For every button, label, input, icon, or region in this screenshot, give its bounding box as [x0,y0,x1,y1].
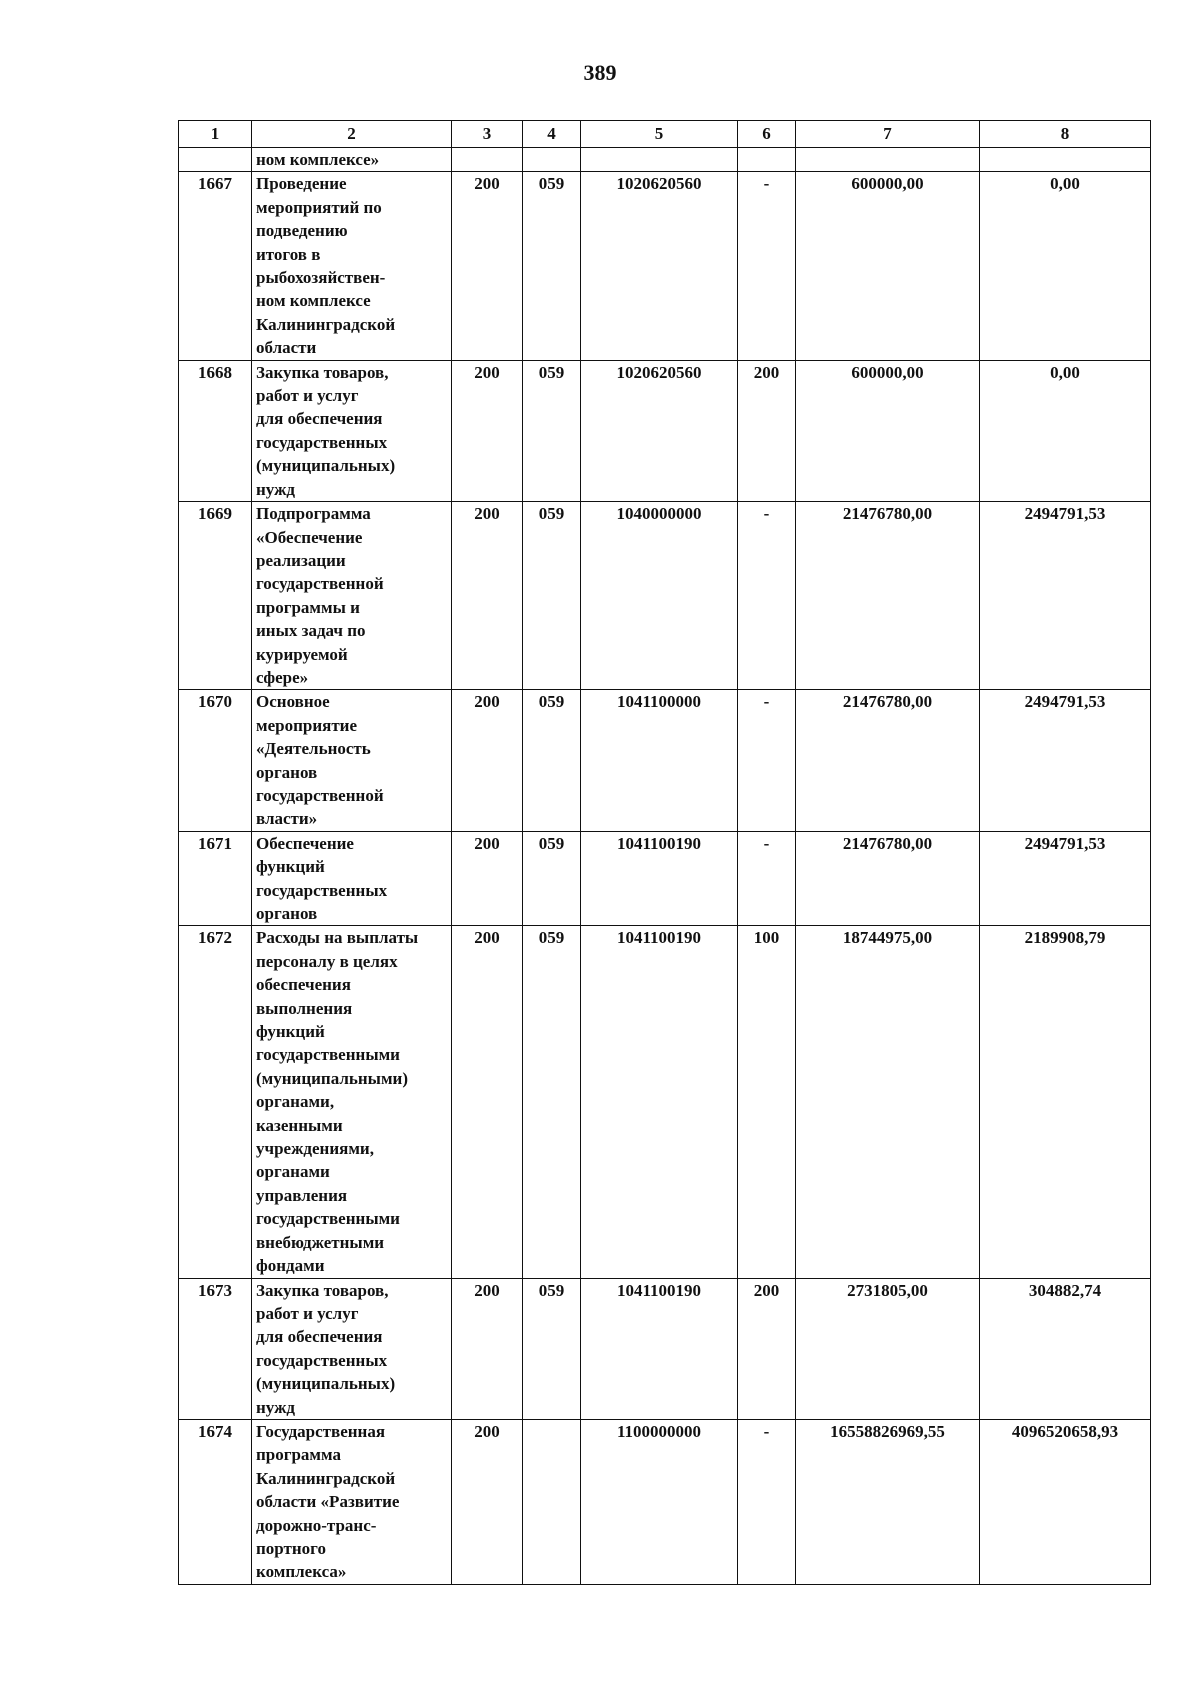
row-col-8: 304882,74 [980,1278,1151,1419]
row-description: Государственная программа Калининградской области «Развитие дорожно-транс- портного комплекса» [252,1419,452,1584]
row-col-6: 200 [738,360,796,501]
row-col-4: 059 [523,831,581,926]
row-number: 1672 [179,926,252,1278]
header-col-8: 8 [980,121,1151,148]
row-col-4: 059 [523,926,581,1278]
row-description: Закупка товаров, работ и услуг для обеспечения государственных (муниципальных) нужд [252,360,452,501]
row-col-3: 200 [452,831,523,926]
row-description: Подпрограмма «Обеспечение реализации государственной программы и иных задач по курируемой сфере» [252,502,452,690]
row-col-8 [980,148,1151,172]
table-row [179,831,1151,926]
row-description: Закупка товаров, работ и услуг для обеспечения государственных (муниципальных) нужд [252,1278,452,1419]
header-col-1: 1 [179,121,252,148]
row-col-7: 21476780,00 [796,690,980,831]
table-row [179,148,1151,172]
row-col-3: 200 [452,502,523,690]
row-col-6: - [738,831,796,926]
row-col-7: 21476780,00 [796,831,980,926]
row-number: 1667 [179,172,252,360]
row-col-5: 1041100190 [581,926,738,1278]
row-col-7: 600000,00 [796,172,980,360]
row-col-4: 059 [523,172,581,360]
header-col-5: 5 [581,121,738,148]
row-col-3: 200 [452,1419,523,1584]
row-col-3: 200 [452,926,523,1278]
row-col-5: 1040000000 [581,502,738,690]
row-number [179,148,252,172]
row-number: 1670 [179,690,252,831]
row-col-6: - [738,1419,796,1584]
row-col-6: 200 [738,1278,796,1419]
row-number: 1668 [179,360,252,501]
row-col-6: - [738,172,796,360]
row-col-4: 059 [523,360,581,501]
table-row [179,926,1151,1278]
header-col-4: 4 [523,121,581,148]
row-number: 1674 [179,1419,252,1584]
budget-table [178,120,1151,1585]
row-col-3: 200 [452,690,523,831]
row-description: Основное мероприятие «Деятельность органов государственной власти» [252,690,452,831]
table-row [179,1278,1151,1419]
header-row [179,121,1151,148]
row-col-6: - [738,690,796,831]
table-row [179,690,1151,831]
table-row [179,172,1151,360]
row-col-3: 200 [452,1278,523,1419]
row-col-5: 1020620560 [581,360,738,501]
row-col-4: 059 [523,1278,581,1419]
row-col-8: 0,00 [980,360,1151,501]
row-col-6 [738,148,796,172]
table-row [179,360,1151,501]
row-col-4 [523,148,581,172]
row-col-4: 059 [523,690,581,831]
row-description: Обеспечение функций государственных органов [252,831,452,926]
row-col-3 [452,148,523,172]
row-col-7: 600000,00 [796,360,980,501]
row-description: ном комплексе» [252,148,452,172]
row-col-5: 1041100000 [581,690,738,831]
table-row [179,1419,1151,1584]
row-col-6: 100 [738,926,796,1278]
header-col-3: 3 [452,121,523,148]
row-col-3: 200 [452,172,523,360]
row-col-3: 200 [452,360,523,501]
row-col-7 [796,148,980,172]
row-col-8: 4096520658,93 [980,1419,1151,1584]
row-col-7: 18744975,00 [796,926,980,1278]
row-col-8: 2494791,53 [980,690,1151,831]
row-col-4 [523,1419,581,1584]
page-number: 389 [583,60,617,85]
header-col-7: 7 [796,121,980,148]
row-number: 1669 [179,502,252,690]
row-col-5: 1041100190 [581,831,738,926]
table-row [179,502,1151,690]
row-col-8: 2494791,53 [980,502,1151,690]
row-description: Проведение мероприятий по подведению итогов в рыбохозяйствен- ном комплексе Калининградской области [252,172,452,360]
row-col-5: 1100000000 [581,1419,738,1584]
row-col-5: 1020620560 [581,172,738,360]
row-col-5 [581,148,738,172]
header-col-2: 2 [252,121,452,148]
row-col-7: 16558826969,55 [796,1419,980,1584]
row-col-7: 21476780,00 [796,502,980,690]
row-col-7: 2731805,00 [796,1278,980,1419]
row-number: 1673 [179,1278,252,1419]
row-col-6: - [738,502,796,690]
row-col-8: 0,00 [980,172,1151,360]
row-col-8: 2189908,79 [980,926,1151,1278]
row-col-4: 059 [523,502,581,690]
row-number: 1671 [179,831,252,926]
row-col-8: 2494791,53 [980,831,1151,926]
row-col-5: 1041100190 [581,1278,738,1419]
row-description: Расходы на выплаты персоналу в целях обеспечения выполнения функций государственными (муниципальными) органами, казенными учреждениями, органами управления государственными внебюджетными фондами [252,926,452,1278]
header-col-6: 6 [738,121,796,148]
